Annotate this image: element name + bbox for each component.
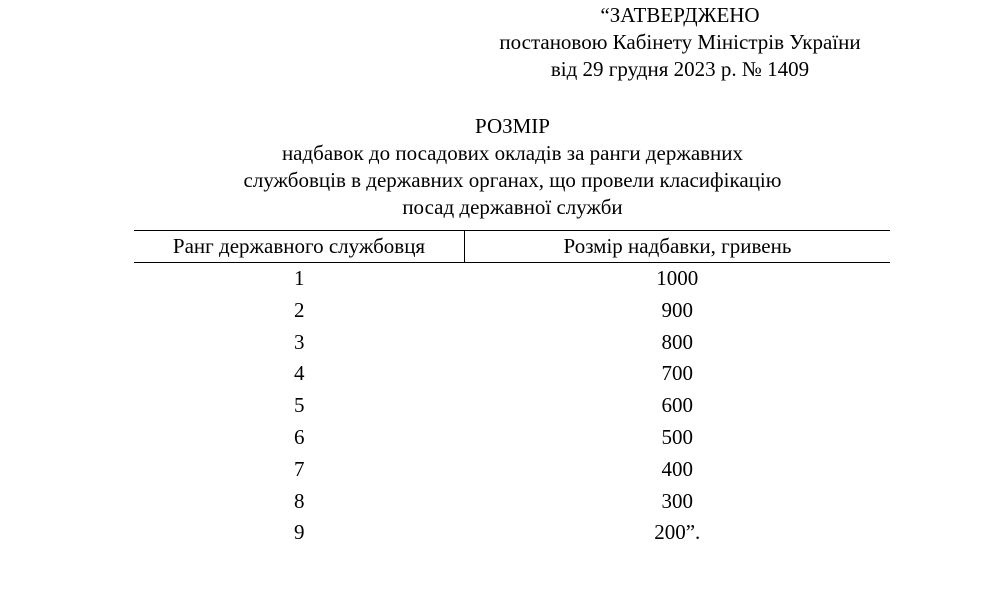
- amount-cell: 1000: [656, 266, 699, 290]
- rank-cell: 8: [294, 488, 305, 513]
- rank-cell: 5: [294, 393, 305, 418]
- table-row: [134, 358, 890, 390]
- amount-cell: 300: [661, 488, 693, 513]
- rank-cell: 1: [294, 266, 305, 290]
- rank-cell: 2: [294, 297, 305, 322]
- amount-cell: 600: [661, 393, 693, 418]
- document-title: [135, 113, 890, 221]
- approval-authority: постановою Кабінету Міністрів України: [499, 30, 861, 54]
- amount-cell: 400: [661, 456, 693, 481]
- amount-cell: 800: [661, 329, 693, 354]
- column-header-rank: Ранг державного службовця: [134, 231, 465, 263]
- table-row: [134, 390, 890, 422]
- table-row: [134, 486, 890, 518]
- title-subtitle-line-3: посад державної служби: [402, 195, 623, 219]
- amount-cell: 500: [661, 424, 693, 449]
- table-row: [134, 295, 890, 327]
- amount-cell: 200”.: [654, 520, 701, 545]
- column-header-amount: Розмір надбавки, гривень: [465, 231, 891, 263]
- allowance-table: [134, 230, 890, 549]
- rank-cell: 9: [294, 520, 305, 545]
- allowance-table-container: [134, 230, 890, 549]
- title-heading: РОЗМІР: [475, 114, 550, 138]
- table-row: [134, 327, 890, 359]
- approval-stamp: [430, 2, 930, 83]
- table-row: [134, 454, 890, 486]
- approval-heading: “ЗАТВЕРДЖЕНО: [600, 3, 760, 27]
- rank-cell: 7: [294, 456, 305, 481]
- table-row: [134, 422, 890, 454]
- rank-cell: 6: [294, 424, 305, 449]
- table-row: [134, 517, 890, 549]
- title-subtitle-line-2: службовців в державних органах, що провели класифікацію: [243, 168, 782, 192]
- approval-date: від 29 грудня 2023 р. № 1409: [550, 57, 810, 81]
- title-subtitle-line-1: надбавок до посадових окладів за ранги державних: [281, 141, 744, 165]
- amount-cell: 700: [661, 361, 693, 386]
- table-row: [134, 263, 890, 295]
- amount-cell: 900: [661, 297, 693, 322]
- rank-cell: 4: [294, 361, 305, 386]
- rank-cell: 3: [294, 329, 305, 354]
- table-header-row: [134, 231, 890, 263]
